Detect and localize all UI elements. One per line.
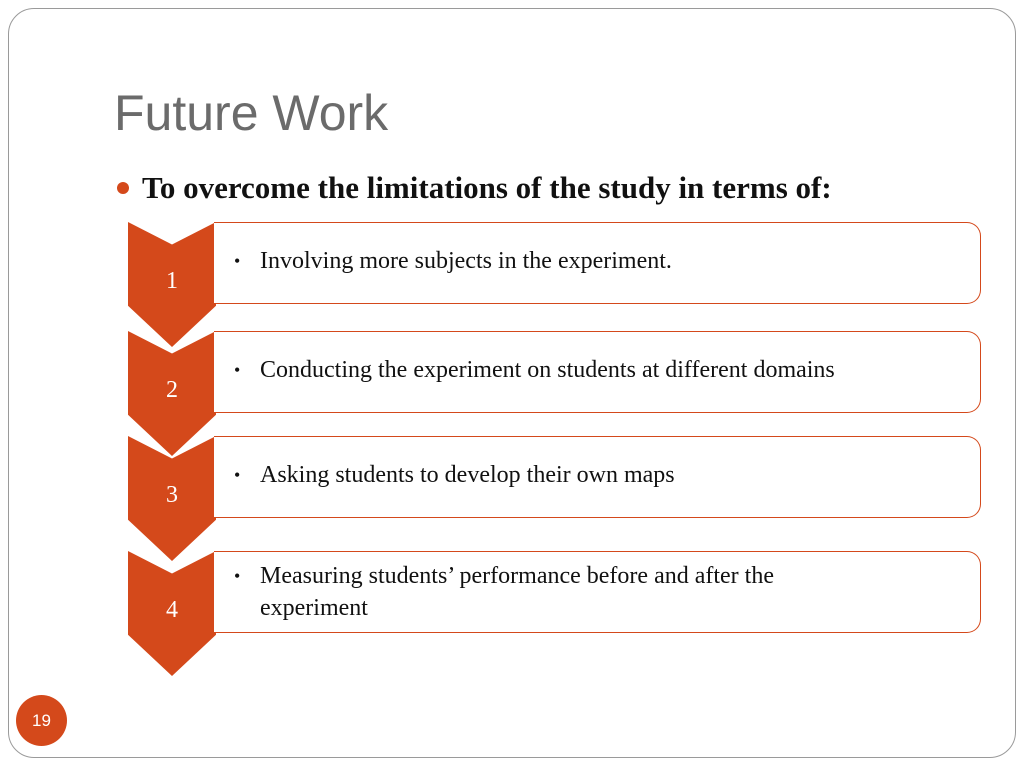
step-text: Conducting the experiment on students at different domains xyxy=(260,357,835,383)
step-text: Measuring students’ performance before and after the experiment xyxy=(260,563,774,621)
step-box xyxy=(214,551,981,633)
list-item xyxy=(234,245,960,277)
list-item xyxy=(234,459,960,491)
step-box xyxy=(214,222,981,304)
main-point xyxy=(117,168,832,208)
dot-bullet-icon: • xyxy=(234,465,241,485)
dot-bullet-icon: • xyxy=(234,566,241,586)
step-number: 1 xyxy=(166,268,178,294)
step-text: Involving more subjects in the experiment. xyxy=(260,248,672,274)
step-number: 2 xyxy=(166,377,178,403)
list-item xyxy=(234,354,960,386)
step-box xyxy=(214,331,981,413)
slide-title: Future Work xyxy=(114,85,389,141)
dot-bullet-icon: • xyxy=(234,360,241,380)
step-box xyxy=(214,436,981,518)
step-number: 4 xyxy=(166,597,178,623)
step-text: Asking students to develop their own maps xyxy=(260,462,675,488)
main-point-text: To overcome the limitations of the study in terms of: xyxy=(142,170,832,205)
step-number: 3 xyxy=(166,482,178,508)
page-number-badge: 19 xyxy=(16,695,67,746)
list-item xyxy=(234,560,870,624)
circle-bullet-icon xyxy=(117,182,129,194)
dot-bullet-icon: • xyxy=(234,251,241,271)
